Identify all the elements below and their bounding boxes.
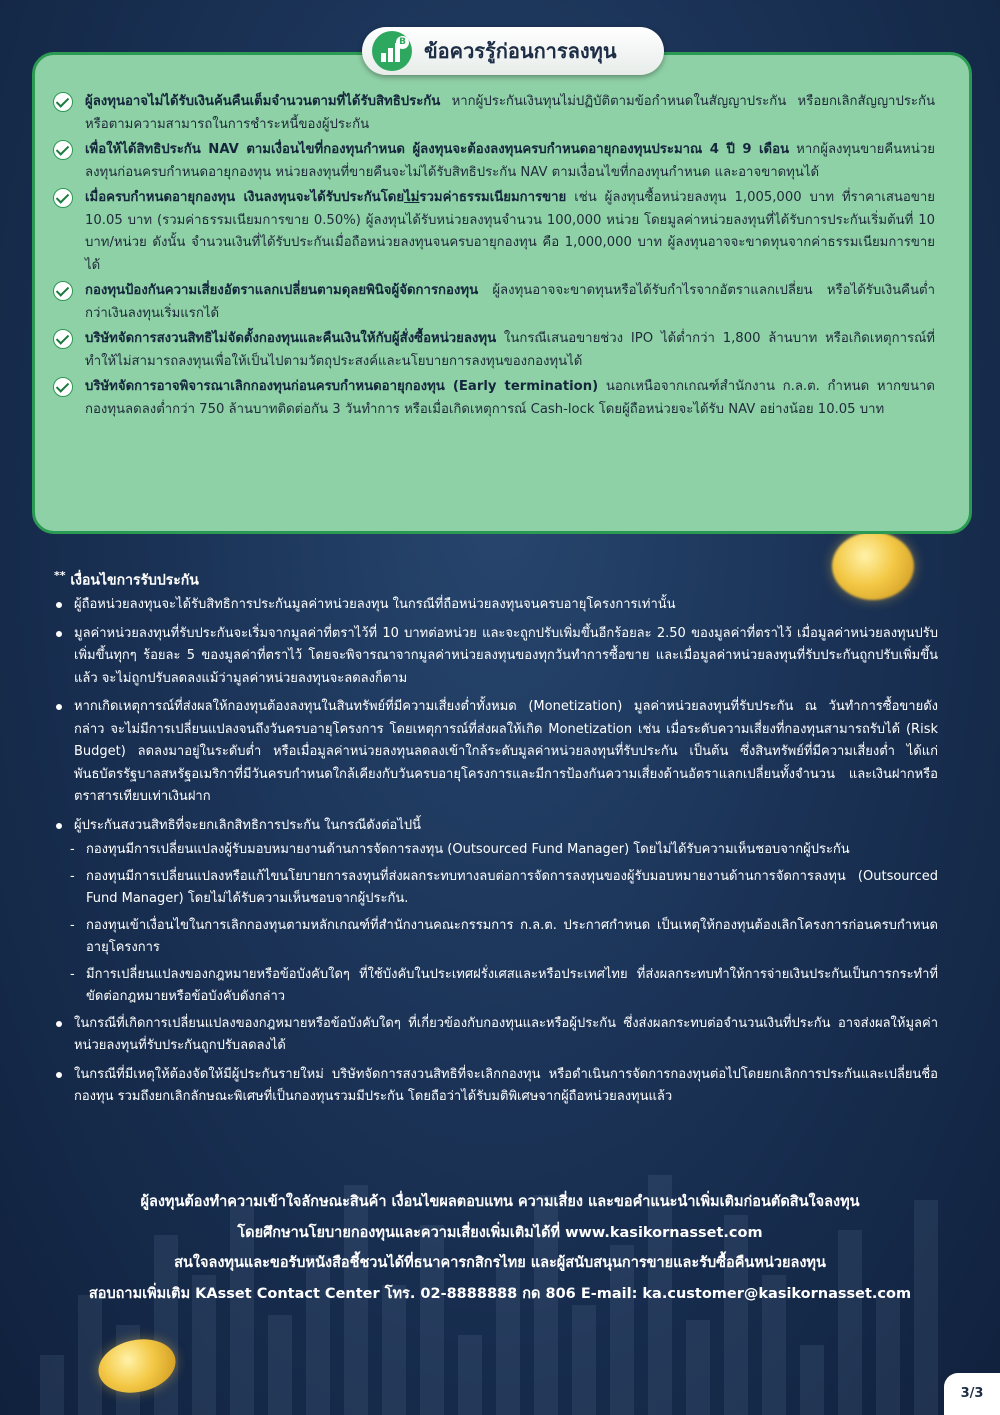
condition-bullet: หากเกิดเหตุการณ์ที่ส่งผลให้กองทุนต้องลงทุนในสินทรัพย์ที่มีความเสี่ยงต่ำทั้งหมด (Monetization) มูลค่าหน่วยลงทุนที่รับประกัน ณ วันทำการซื้อขายดังกล่าว จะไม่มีการเปลี่ยนแปลงจนถึงวันครบอายุโครงการ โดยเหตุการณ์ที่ส่งผลให้เกิด Monetization เช่น เมื่อระดับความเสี่ยงที่กองทุนสามารถรับได้ (Risk Budget) ลดลงมาอยู่ในระดับต่ำ หรือเมื่อมูลค่าหน่วยลงทุนลดลงเข้าใกล้ระดับมูลค่าหน่วยลงทุนที่รับประกัน เป็นต้น ซึ่งสินทรัพย์ที่มีความเสี่ยงต่ำ ได้แก่ พันธบัตรรัฐบาลสหรัฐอเมริกาที่มีวันครบกำหนดใกล้เคียงกับวันครบอายุโครงการและมีการป้องกันความเสี่ยงด้านอัตราแลกเปลี่ยนทั้งจำนวน และเงินฝากหรือตราสารเทียบเท่าเงินฝาก [54, 696, 938, 809]
footer-line: โดยศึกษานโยบายกองทุนและความเสี่ยงเพิ่มเติมได้ที่ www.kasikornasset.com [237, 1224, 763, 1241]
condition-sub-item: - กองทุนมีการเปลี่ยนแปลงผู้รับมอบหมายงานด้านการจัดการลงทุน (Outsourced Fund Manager) โดยไม่ได้รับความเห็นชอบจากผู้ประกัน [54, 839, 938, 862]
condition-sub-item: - กองทุนมีการเปลี่ยนแปลงหรือแก้ไขนโยบายการลงทุนที่ส่งผลกระทบทางลบต่อการจัดการลงทุนของผู้รับมอบหมายงานด้านการจัดการลงทุน (Outsourced Fund Manager) โดยไม่ได้รับความเห็นชอบจากผู้ประกัน. [54, 866, 938, 911]
check-icon [53, 377, 73, 397]
condition-bullet: ในกรณีที่เกิดการเปลี่ยนแปลงของกฎหมายหรือข้อบังคับใดๆ ที่เกี่ยวข้องกับกองทุนและหรือผู้ประกัน ซึ่งส่งผลกระทบต่อจำนวนเงินที่ประกัน อาจส่งผลให้มูลค่าหน่วยลงทุนที่รับประกันถูกปรับลดลงได้ [54, 1013, 938, 1058]
check-icon [53, 329, 73, 349]
page-number: 3/3 [944, 1373, 1000, 1415]
condition-sub-item: - มีการเปลี่ยนแปลงของกฎหมายหรือข้อบังคับใดๆ ที่ใช้บังคับในประเทศฝรั่งเศสและหรือประเทศไทย ที่ส่งผลกระทบทำให้การจ่ายเงินประกันเป็นการกระทำที่ขัดต่อกฎหมายหรือข้อบังคับดังกล่าว [54, 964, 938, 1009]
key-fact-item: บริษัทจัดการอาจพิจารณาเลิกกองทุนก่อนครบกำหนดอายุกองทุน (Early termination) นอกเหนือจากเกณฑ์สำนักงาน ก.ล.ต. กำหนด หากขนาดกองทุนลดลงต่ำกว่า 750 ล้านบาทติดต่อกัน 3 วันทำการ หรือเมื่อเกิดเหตุการณ์ Cash-lock โดยผู้ถือหน่วยจะได้รับ NAV อย่างน้อย 10.05 บาท [85, 376, 935, 421]
condition-bullet: ผู้ถือหน่วยลงทุนจะได้รับสิทธิการประกันมูลค่าหน่วยลงทุน ในกรณีที่ถือหน่วยลงทุนจนครบอายุโครงการเท่านั้น [54, 594, 938, 617]
condition-sub-item: - กองทุนเข้าเงื่อนไขในการเลิกกองทุนตามหลักเกณฑ์ที่สำนักงานคณะกรรมการ ก.ล.ต. ประกาศกำหนด เป็นเหตุให้กองทุนต้องเลิกโครงการก่อนครบกำหนดอายุโครงการ [54, 915, 938, 960]
condition-bullet: ผู้ประกันสงวนสิทธิที่จะยกเลิกสิทธิการประกัน ในกรณีดังต่อไปนี้ [54, 815, 938, 838]
conditions-title: ** เงื่อนไขการรับประกัน [54, 569, 199, 589]
key-fact-item: เมื่อครบกำหนดอายุกองทุน เงินลงทุนจะได้รับประกันโดยไม่รวมค่าธรรมเนียมการขาย เช่น ผู้ลงทุนซื้อหน่วยลงทุน 1,005,000 บาท ที่ราคาเสนอขาย 10.05 บาท (รวมค่าธรรมเนียมการขาย 0.50%) ผู้ลงทุนได้รับหน่วยลงทุนจำนวน 100,000 หน่วย โดยมูลค่าหน่วยลงทุนที่ได้รับการประกันเริ่มต้นที่ 10 บาท/หน่วย ดังนั้น จำนวนเงินที่ได้รับประกันเมื่อถือหน่วยลงทุนจนครบอายุกองทุน คือ 1,000,000 บาท ผู้ลงทุนอาจจะขาดทุนจากค่าธรรมเนียมการขายได้ [85, 187, 935, 277]
key-fact-item: ผู้ลงทุนอาจไม่ได้รับเงินค้นคืนเต็มจำนวนตามที่ได้รับสิทธิประกัน หากผู้ประกันเงินทุนไม่ปฏิบัติตามข้อกำหนดในสัญญาประกัน หรือยกเลิกสัญญาประกัน หรือตามความสามารถในการชำระหนี้ของผู้ประกัน [85, 91, 935, 136]
key-fact-item: บริษัทจัดการสงวนสิทธิไม่จัดตั้งกองทุนและคืนเงินให้กับผู้สั่งซื้อหน่วยลงทุน ในกรณีเสนอขายช่วง IPO ได้ต่ำกว่า 1,800 ล้านบาท หรือเกิดเหตุการณ์ที่ทำให้ไม่สามารถลงทุนเพื่อให้เป็นไปตามวัตถุประสงค์และนโยบายการลงทุนของกองทุนได้ [85, 328, 935, 373]
footer-line: ผู้ลงทุนต้องทำความเข้าใจลักษณะสินค้า เงื่อนไขผลตอบแทน ความเสี่ยง และขอคำแนะนำเพิ่มเติมก่อนตัดสินใจลงทุน [140, 1194, 860, 1210]
check-icon [53, 140, 73, 160]
footer-line: สนใจลงทุนและขอรับหนังสือชี้ชวนได้ที่ธนาคารกสิกรไทย และผู้สนับสนุนการขายและรับซื้อคืนหน่วยลงทุน [174, 1255, 826, 1271]
check-icon [53, 281, 73, 301]
bar-chart-baht-icon: B [372, 31, 412, 71]
heading-title: ข้อควรรู้ก่อนการลงทุน [424, 39, 617, 63]
guarantee-conditions [54, 565, 938, 1115]
section-heading [362, 27, 664, 75]
key-fact-item: กองทุนป้องกันความเสี่ยงอัตราแลกเปลี่ยนตามดุลยพินิจผู้จัดการกองทุน ผู้ลงทุนอาจจะขาดทุนหรือได้รับกำไรจากอัตราแลกเปลี่ยน หรือได้รับเงินคืนต่ำกว่าเงินลงทุนเริ่มแรกได้ [85, 280, 935, 325]
condition-bullet: ในกรณีที่มีเหตุให้ต้องจัดให้มีผู้ประกันรายใหม่ บริษัทจัดการสงวนสิทธิที่จะเลิกกองทุน หรือดำเนินการจัดการกองทุนต่อไปโดยยกเลิกการประกันและเปลี่ยนชื่อกองทุน รวมถึงยกเลิกลักษณะพิเศษที่เป็นกองทุนรวมมีประกัน โดยถือว่าได้รับมติพิเศษจากผู้ถือหน่วยลงทุนแล้ว [54, 1064, 938, 1109]
footer-line: สอบถามเพิ่มเติม KAsset Contact Center โทร. 02-8888888 กด 806 E-mail: ka.customer@kasikornasset.com [88, 1285, 912, 1302]
check-icon [53, 92, 73, 112]
disclaimer-footer [40, 1187, 960, 1309]
check-icon [53, 188, 73, 208]
key-facts-panel [32, 52, 972, 534]
condition-bullet: มูลค่าหน่วยลงทุนที่รับประกันจะเริ่มจากมูลค่าที่ตราไว้ที่ 10 บาทต่อหน่วย และจะถูกปรับเพิ่มขึ้นอีกร้อยละ 2.50 ของมูลค่าที่ตราไว้ เมื่อมูลค่าหน่วยลงทุนปรับเพิ่มขึ้นทุกๆ ร้อยละ 5 ของมูลค่าที่ตราไว้ โดยจะพิจารณาจากมูลค่าหน่วยลงทุนของทุกวันทำการซื้อขาย และเมื่อมูลค่าหน่วยลงทุนที่รับประกันถูกปรับเพิ่มขึ้นแล้ว จะไม่ถูกปรับลดลงแม้ว่ามูลค่าหน่วยลงทุนจะลดลงก็ตาม [54, 623, 938, 691]
key-fact-item: เพื่อให้ได้สิทธิประกัน NAV ตามเงื่อนไขที่กองทุนกำหนด ผู้ลงทุนจะต้องลงทุนครบกำหนดอายุกองทุนประมาณ 4 ปี 9 เดือน หากผู้ลงทุนขายคืนหน่วยลงทุนก่อนครบกำหนดอายุกองทุน หน่วยลงทุนที่ขายคืนจะไม่ได้รับสิทธิประกัน NAV ตามเงื่อนไขที่กองทุนกำหนด และอาจขาดทุนได้ [85, 139, 935, 184]
